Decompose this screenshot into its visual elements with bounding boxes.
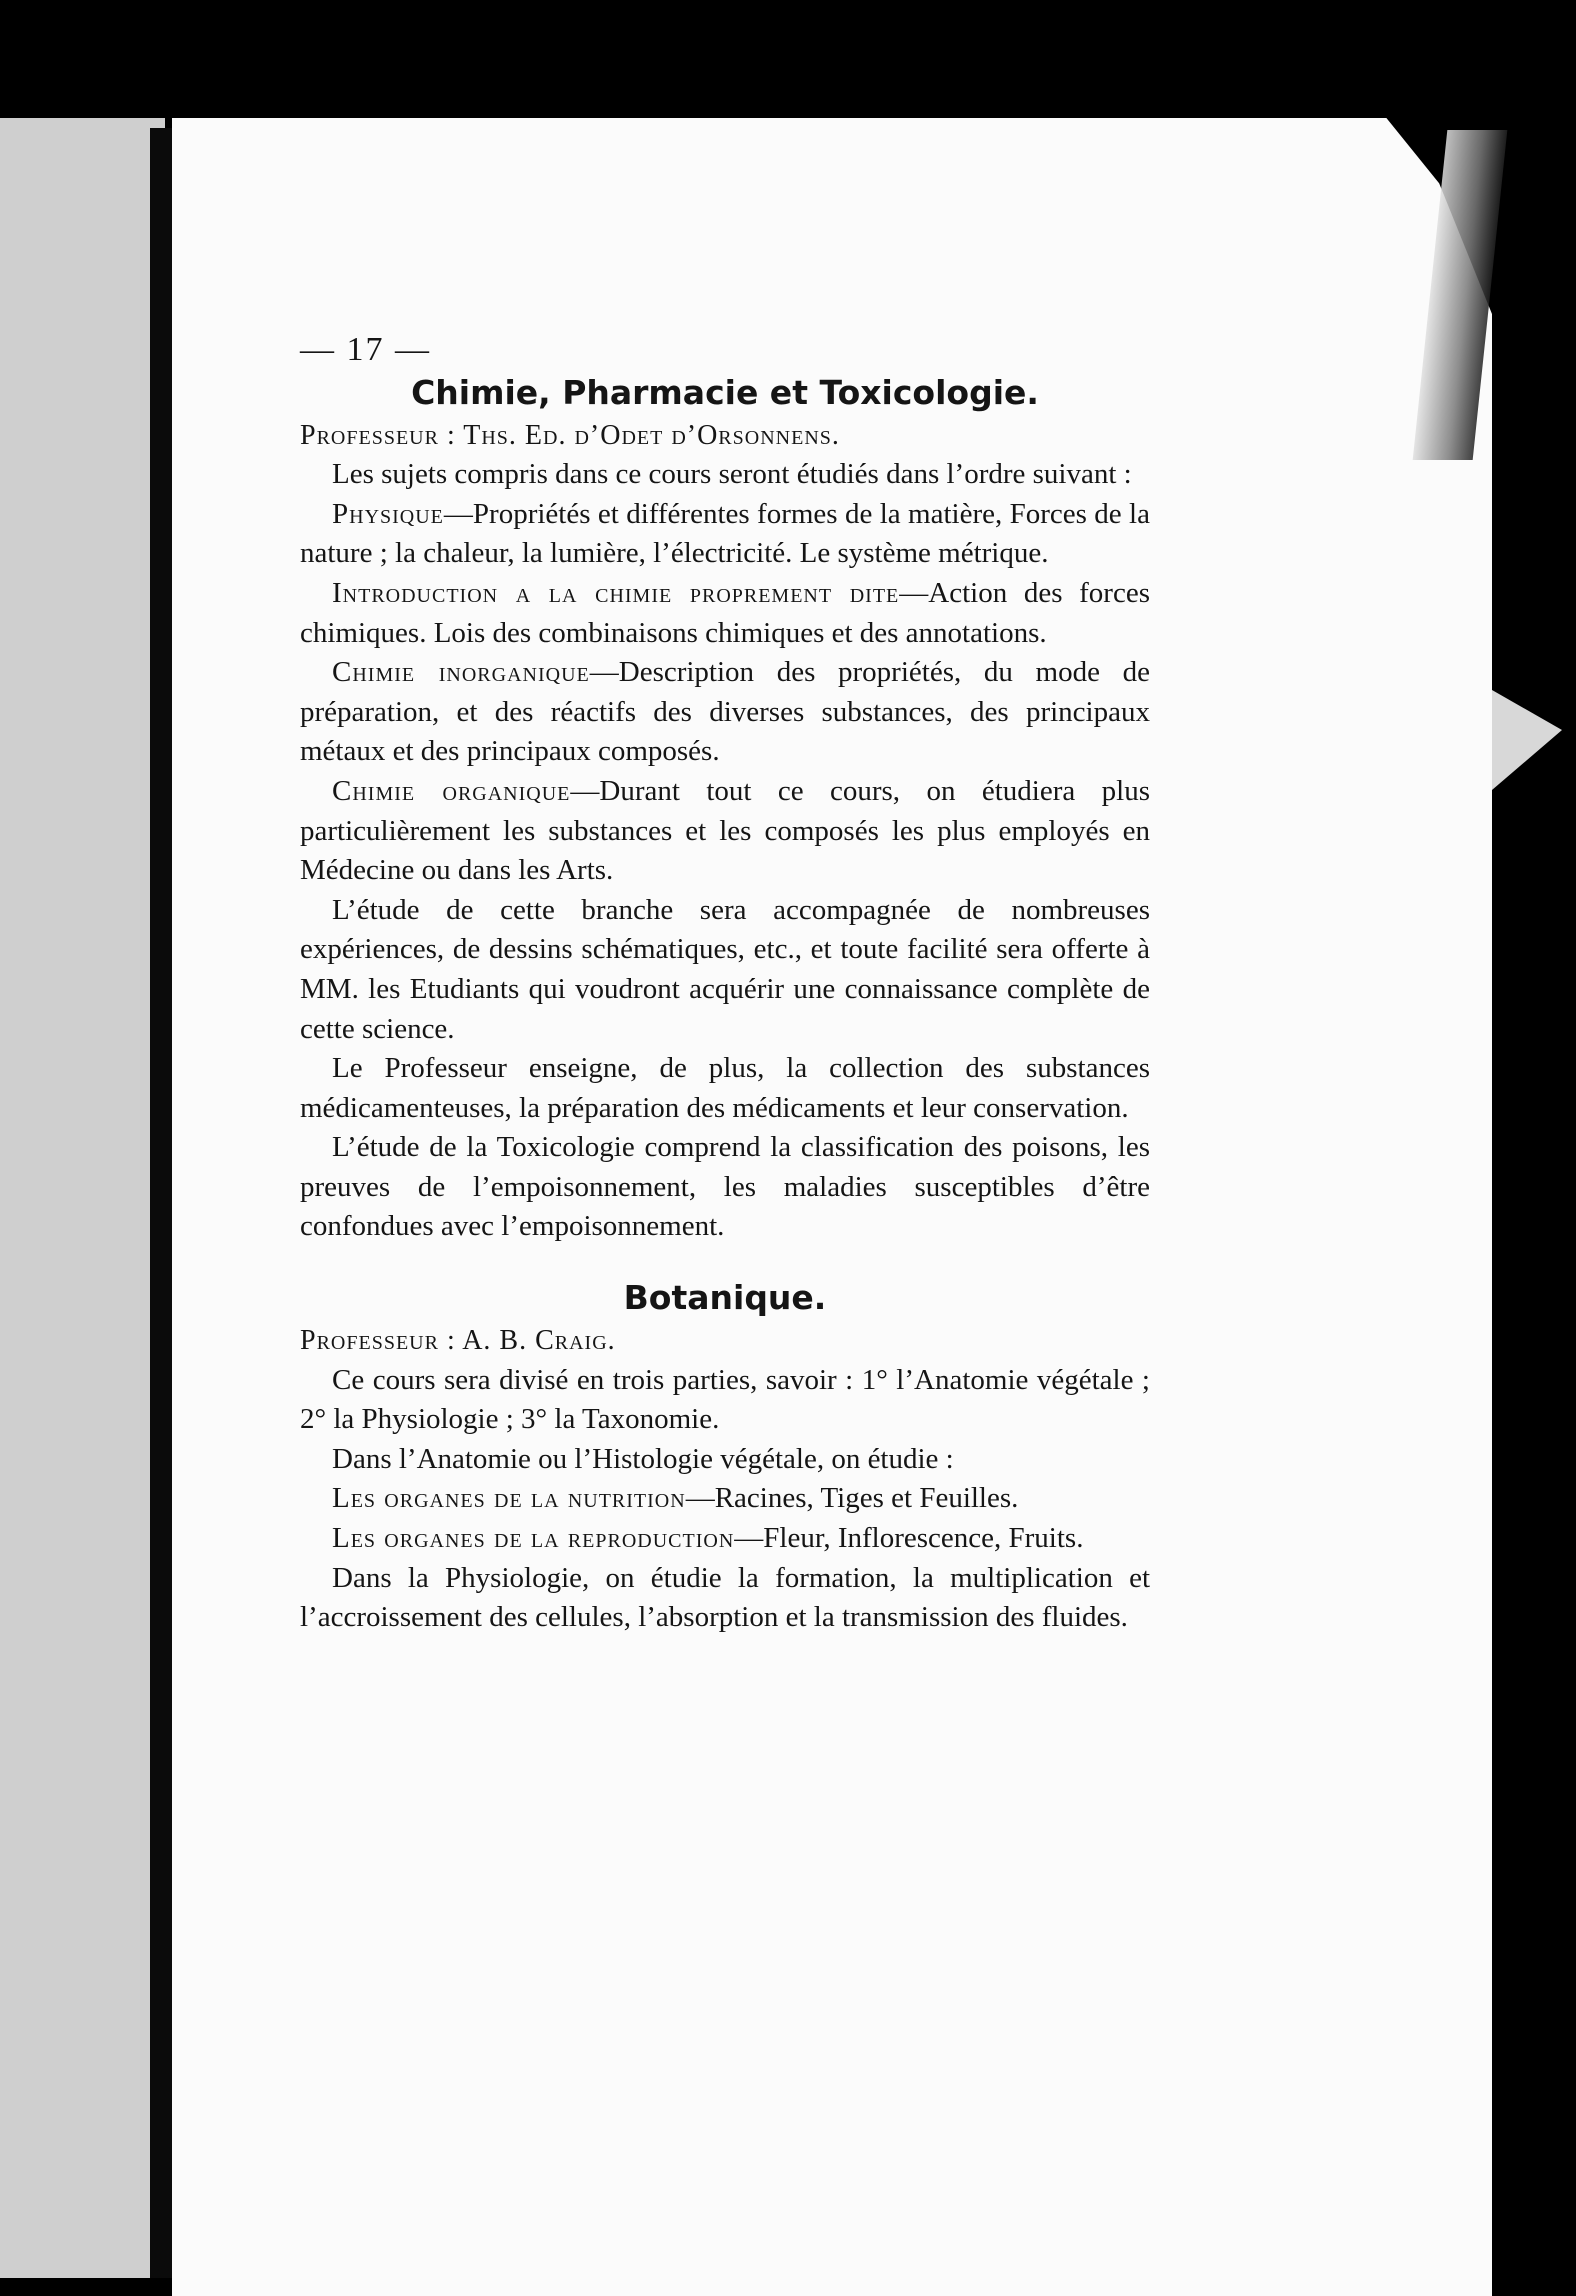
paragraph: Ce cours sera divisé en trois parties, savoir : 1° l’Anatomie végétale ; 2° la Physiologie ; 3° la Taxonomie. [300,1363,1150,1436]
paragraph: Chimie organique—Durant tout ce cours, on étudiera plus particulièrement les substances et les composés les plus employés en Médecine ou dans les Arts. [300,774,1150,887]
page-number: — 17 — [300,331,431,368]
binding-shadow [150,128,172,2278]
section-title-botanique: Botanique. [623,1278,827,1318]
page-tab [1492,690,1562,790]
paragraph: Dans la Physiologie, on étudie la formation, la multiplication et l’accroissement des cellules, l’absorption et la transmission des fluides. [300,1561,1150,1634]
paragraph: Chimie inorganique—Description des propriétés, du mode de préparation, et des réactifs des diverses substances, des principaux métaux et des principaux composés. [300,656,1150,768]
section-title-chimie: Chimie, Pharmacie et Toxicologie. [411,372,1039,412]
paragraph: Le Professeur enseigne, de plus, la collection des substances médicamenteuses, la préparation des médicaments et leur conservation. [300,1052,1150,1124]
professor-label: Professeur : [300,419,456,451]
professor-label: Professeur : [300,1325,456,1357]
paragraph: Physique—Propriétés et différentes formes de la matière, Forces de la nature ; la chaleur, la lumière, l’électricité. Le système métrique. [300,497,1150,570]
paragraph: Dans l’Anatomie ou l’Histologie végétale, on étudie : [332,1442,954,1475]
professor-name: Ths. Ed. d’Odet d’Orsonnens. [463,419,840,451]
page-content [300,330,1150,1638]
paragraph: L’étude de cette branche sera accompagnée de nombreuses expériences, de dessins schématiques, etc., et toute facilité sera offerte à MM. les Etudiants qui voudront acquérir une connaissance complète de cette science. [300,893,1150,1045]
paragraph: Introduction a la chimie proprement dite—Action des forces chimiques. Lois des combinaisons chimiques et des annotations. [300,576,1150,649]
professor-line-botanique [300,1321,1150,1361]
paragraph: Les organes de la reproduction—Fleur, Inflorescence, Fruits. [332,1522,1084,1555]
paragraph: L’étude de la Toxicologie comprend la classification des poisons, les preuves de l’empoisonnement, les maladies susceptibles d’être confondues avec l’empoisonnement. [300,1131,1150,1243]
paragraph: Les sujets compris dans ce cours seront étudiés dans l’ordre suivant : [332,458,1132,491]
paragraph: Les organes de la nutrition—Racines, Tiges et Feuilles. [332,1482,1019,1515]
professor-name: A. B. Craig. [462,1325,616,1357]
left-page-edge [0,118,165,2278]
professor-line-chimie [300,416,1150,456]
